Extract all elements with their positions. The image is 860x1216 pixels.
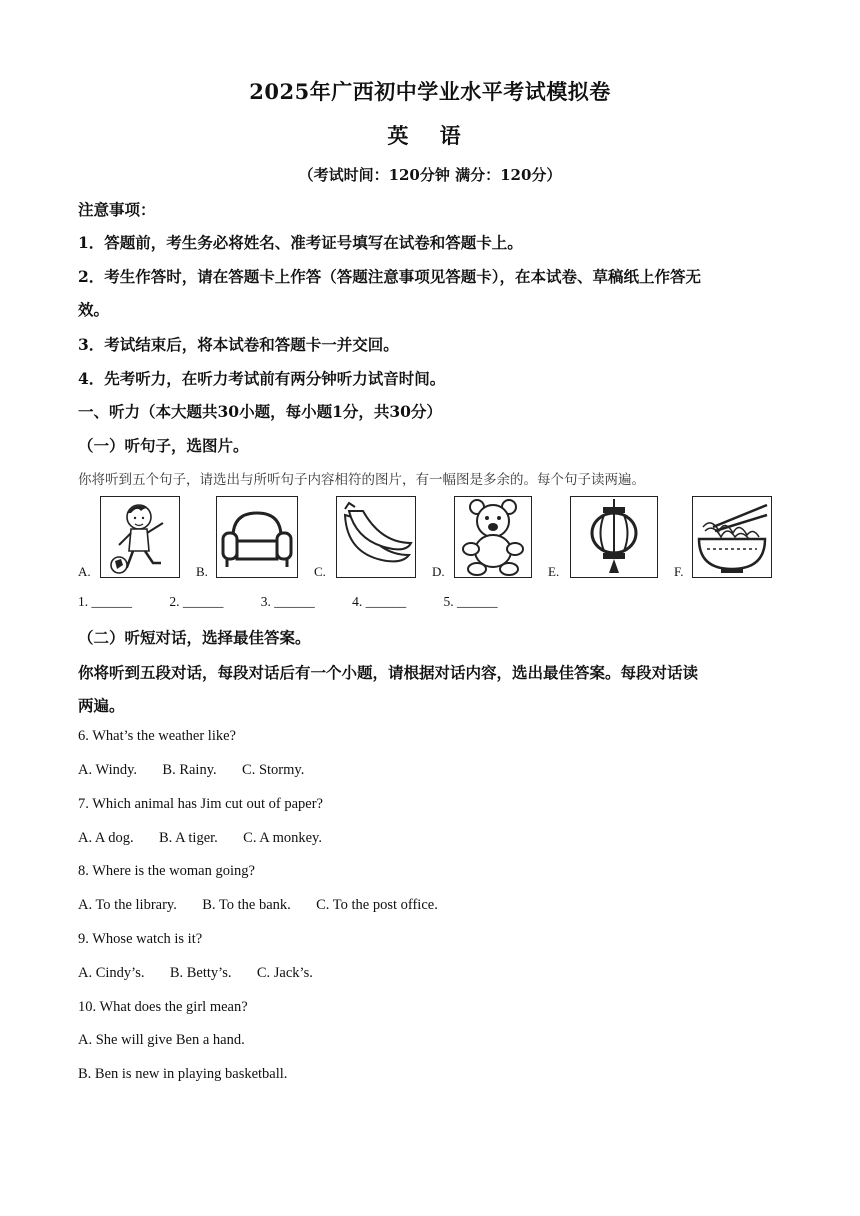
option-label: C. bbox=[314, 564, 326, 579]
question-10-option-a: A. She will give Ben a hand. bbox=[78, 1032, 245, 1048]
part2-instruction-cont: 两遍。 bbox=[78, 696, 125, 715]
bananas-icon bbox=[336, 496, 416, 578]
option-label: E. bbox=[548, 564, 560, 579]
lantern-icon bbox=[570, 496, 658, 578]
option-label: D. bbox=[432, 564, 445, 579]
notes-heading: 注意事项： bbox=[78, 200, 156, 219]
note-item-4: 4．先考听力，在听力考试前有两分钟听力试音时间。 bbox=[78, 369, 446, 388]
section-heading: 一、听力（本大题共30小题，每小题1分，共30分） bbox=[78, 402, 442, 421]
picture-options bbox=[78, 496, 778, 580]
picture-option-e bbox=[548, 496, 660, 580]
note-item-1: 1．答题前，考生务必将姓名、准考证号填写在试卷和答题卡上。 bbox=[78, 233, 523, 252]
note-item-3: 3．考试结束后，将本试卷和答题卡一并交回。 bbox=[78, 335, 399, 354]
option-label: A. bbox=[78, 564, 91, 579]
sofa-icon bbox=[216, 496, 298, 578]
part1-instruction: 你将听到五个句子，请选出与所听句子内容相符的图片，有一幅图是多余的。每个句子读两遍。 bbox=[78, 472, 645, 488]
exam-info: （考试时间：120分钟 满分：120分） bbox=[298, 166, 562, 184]
question-8-options: A. To the library. B. To the bank. C. To the post office. bbox=[78, 897, 438, 913]
question-8: 8. Where is the woman going? bbox=[78, 863, 255, 879]
teddy-bear-icon bbox=[454, 496, 532, 578]
picture-option-b bbox=[196, 496, 301, 580]
picture-option-f bbox=[674, 496, 778, 580]
option-label: F. bbox=[674, 564, 684, 579]
question-6-options: A. Windy. B. Rainy. C. Stormy. bbox=[78, 762, 305, 778]
part1-heading: （一）听句子，选图片。 bbox=[78, 436, 249, 455]
note-item-2: 2．考生作答时，请在答题卡上作答（答题注意事项见答题卡），在本试卷、草稿纸上作答无 bbox=[78, 267, 702, 286]
boy-kicking-ball-icon bbox=[100, 496, 180, 578]
exam-subject: 英 语 bbox=[387, 123, 473, 148]
answer-blank[interactable]: 3. ______ bbox=[260, 594, 315, 609]
question-10-option-b: B. Ben is new in playing basketball. bbox=[78, 1066, 288, 1082]
answer-blank[interactable]: 2. ______ bbox=[169, 594, 224, 609]
part2-heading: （二）听短对话，选择最佳答案。 bbox=[78, 628, 311, 647]
answer-blank[interactable]: 4. ______ bbox=[352, 594, 407, 609]
noodles-bowl-icon bbox=[692, 496, 772, 578]
note-item-2-cont: 效。 bbox=[78, 300, 110, 319]
picture-option-d bbox=[432, 496, 537, 580]
question-7: 7. Which animal has Jim cut out of paper? bbox=[78, 796, 323, 812]
picture-option-a bbox=[78, 496, 183, 580]
part2-instruction: 你将听到五段对话，每段对话后有一个小题，请根据对话内容，选出最佳答案。每段对话读 bbox=[78, 663, 699, 682]
question-9-options: A. Cindy’s. B. Betty’s. C. Jack’s. bbox=[78, 965, 313, 981]
answer-blanks bbox=[78, 594, 532, 610]
answer-blank[interactable]: 5. ______ bbox=[443, 594, 498, 609]
picture-option-c bbox=[314, 496, 419, 580]
question-10: 10. What does the girl mean? bbox=[78, 999, 248, 1015]
answer-blank[interactable]: 1. ______ bbox=[78, 594, 132, 609]
question-6: 6. What’s the weather like? bbox=[78, 728, 236, 744]
option-label: B. bbox=[196, 564, 208, 579]
question-7-options: A. A dog. B. A tiger. C. A monkey. bbox=[78, 830, 322, 846]
question-9: 9. Whose watch is it? bbox=[78, 931, 203, 947]
exam-title: 2025年广西初中学业水平考试模拟卷 bbox=[249, 79, 611, 104]
